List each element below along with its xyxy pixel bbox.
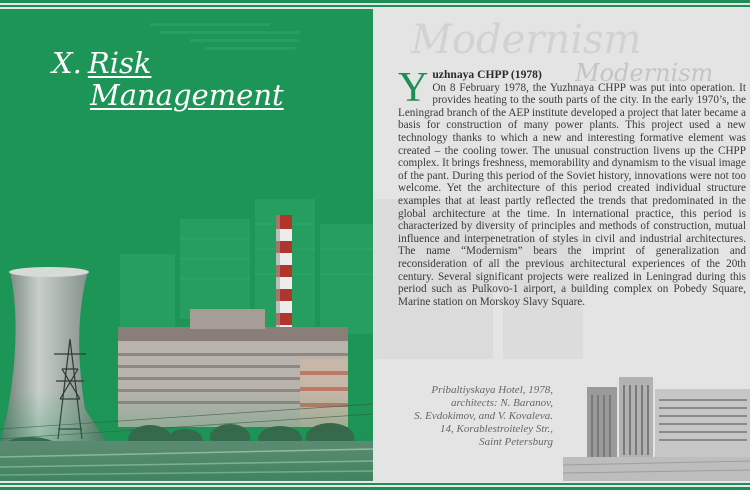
chapter-number: X.: [52, 46, 82, 80]
watermark-large: Modernism: [411, 17, 642, 63]
article-heading: uzhnaya CHPP (1978): [432, 68, 542, 81]
chapter-title-line2: Management: [90, 78, 284, 112]
chapter-title: [52, 47, 284, 111]
caption-line: architects: N. Baranov,: [450, 397, 553, 409]
caption-line: 14, Korablestroiteley Str.,: [440, 423, 553, 435]
chapter-title-line1: Risk: [87, 46, 152, 80]
watermark-small: Modernism: [575, 59, 714, 87]
bottom-rule-thin: [0, 483, 750, 485]
hotel-buildings: [587, 377, 750, 461]
caption-line: Pribaltiyskaya Hotel, 1978,: [431, 384, 553, 396]
caption-line: S. Evdokimov, and V. Kovaleva.: [414, 410, 553, 422]
top-rule-thin: [0, 5, 750, 7]
top-rule: [0, 0, 750, 3]
right-page: [373, 9, 750, 481]
article-body: On 8 February 1978, the Yuzhnaya CHPP was put into operation. It provides heating to the south parts of the city. In the early 1970’s, the Leningrad branch of the AEP institute developed a project that later became a basis for construction of many power plants. This project used a new technology thanks to which a new and interesting formative element was created – the cooling tower. The unusual construction livens up the CHPP complex. It brings freshness, memorability and dynamism to the visual image of the pant. During this period of the Soviet history, innovations were not too welcome. Yet the architecture of this period created individual structure examples that at least partly reflected the trends that predominated in the global architecture at the time. In international practice, this period is characterized by diversity of principles and methods of construction, mutual influence and interpenetration of styles in civil and industrial architectures. The name “Modernism” bears the imprint of generalization and reconsideration of all the previous architectural experiences of the 20th century. Several significant projects were realized in Leningrad during this period such as Pulkovo-1 airport, a building complex on Pobedy Square, Marine station on Morskoy Slavy Square.: [398, 81, 746, 308]
photo-caption: [393, 384, 553, 449]
article: [398, 65, 746, 308]
drop-cap: Y: [398, 65, 429, 111]
caption-line: Saint Petersburg: [479, 436, 553, 448]
left-page: [0, 9, 373, 481]
